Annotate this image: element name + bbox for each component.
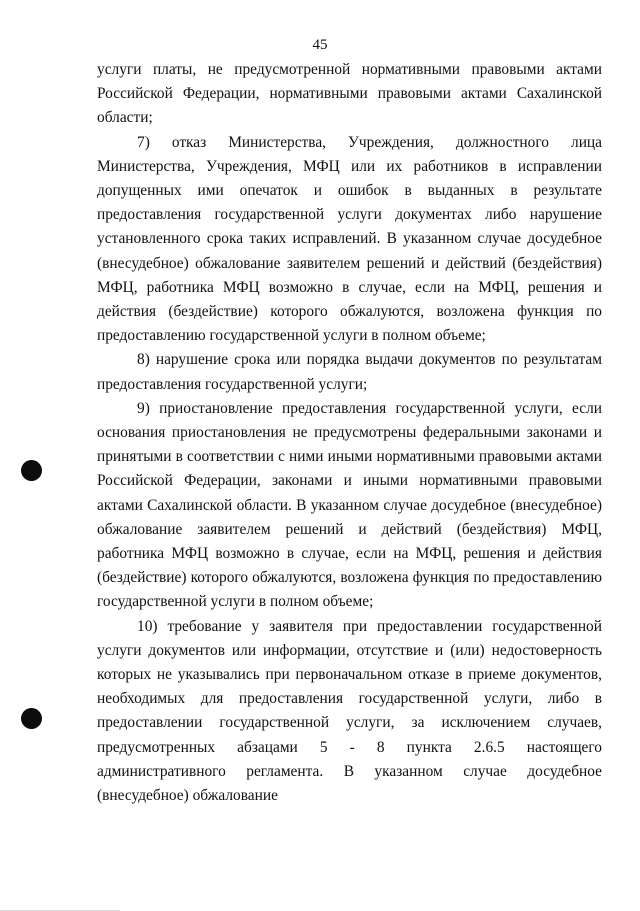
- paragraph-item-9: 9) приостановление предоставления государственной услуги, если основания приостановления не предусмотрены федеральными законами и принятыми в соответствии с ними иными нормативными правовыми актами Российской Федерации, законами и иными нормативными правовыми актами Сахалинской области. В указанном случае досудебное (внесудебное) обжалование заявителем решений и действий (бездействия) МФЦ, работника МФЦ возможно в случае, если на МФЦ, решения и действия (бездействие) которого обжалуются, возложена функция по предоставлению государственной услуги в полном объеме;: [97, 399, 602, 611]
- document-body: [97, 58, 602, 808]
- page-number: 45: [312, 37, 328, 53]
- binder-hole-upper: [21, 460, 42, 481]
- paragraph-continuation: услуги платы, не предусмотренной нормативными правовыми актами Российской Федерации, нормативными правовыми актами Сахалинской области;: [97, 61, 602, 127]
- paragraph-item-8: 8) нарушение срока или порядка выдачи документов по результатам предоставления государственной услуги;: [97, 351, 602, 393]
- paragraph-item-7: 7) отказ Министерства, Учреждения, должностного лица Министерства, Учреждения, МФЦ или их работников в исправлении допущенных ими опечаток и ошибок в выданных в результате предоставления государственной услуги документах либо нарушение установленного срока таких исправлений. В указанном случае досудебное (внесудебное) обжалование заявителем решений и действий (бездействия) МФЦ, работника МФЦ возможно в случае, если на МФЦ, решения и действия (бездействие) которого обжалуются, возложена функция по предоставлению государственной услуги в полном объеме;: [97, 133, 602, 345]
- paragraph-item-10: 10) требование у заявителя при предоставлении государственной услуги документов или информации, отсутствие и (или) недостоверность которых не указывались при первоначальном отказе в приеме документов, необходимых для предоставления государственной услуги, либо в предоставлении государственной услуги, за исключением случаев, предусмотренных абзацами 5 - 8 пункта 2.6.5 настоящего административного регламента. В указанном случае досудебное (внесудебное) обжалование: [97, 617, 602, 805]
- binder-hole-lower: [21, 708, 42, 729]
